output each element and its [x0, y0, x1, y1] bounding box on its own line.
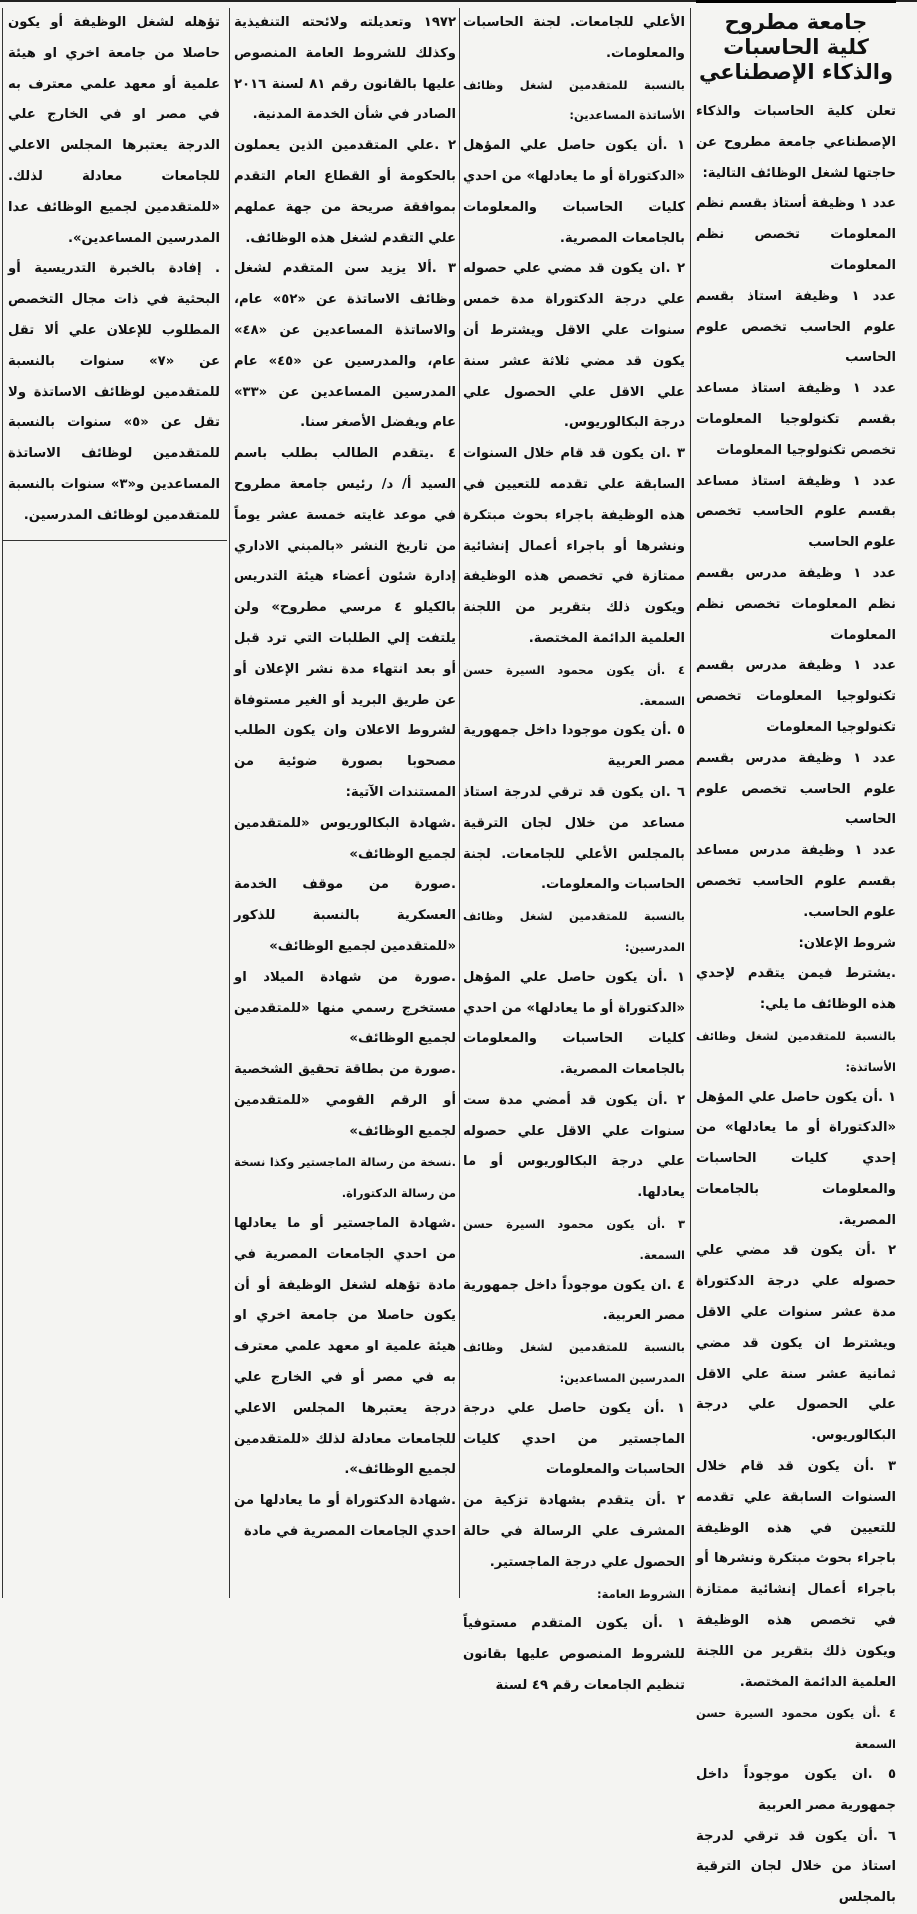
vacancy-item: عدد ١ وظيفة استاذ مساعد بقسم علوم الحاسب تخصص علوم الحاسب [696, 473, 896, 551]
document-item: . إفادة بالخبرة التدريسية أو البحثية في ذات مجال التخصص المطلوب للإعلان علي ألا تقل عن «٧» سنوات بالنسبة للمتقدمين لوظائف الاساتذة ولا تقل عن «٥» سنوات بالنسبة للمتقدمين لوظائف الاساتذة المساعدين و«٣» سنوات بالنسبة للمتقدمين لوظائف المدرسين. [8, 261, 220, 523]
vacancy-item: عدد ١ وظيفة استاذ بقسم علوم الحاسب تخصص علوم الحاسب [696, 288, 896, 366]
condition-item: ٣ .أن يكون محمود السيرة حسن السمعة. [463, 1217, 685, 1262]
document-item: .صورة من بطاقة تحقيق الشخصية أو الرقم القومي «للمتقدمين لجميع الوظائف» [234, 1062, 456, 1139]
subsection-heading: بالنسبة للمتقدمين لشغل وظائف المدرسين: [463, 909, 685, 954]
ad-column-2 [463, 8, 685, 1694]
headline-line: كلية الحاسبات [723, 35, 869, 59]
subsection-heading: بالنسبة للمتقدمين لشغل وظائف المدرسين المساعدين: [463, 1340, 685, 1386]
condition-item: ٣ .ان يكون قد قام خلال السنوات السابقة علي تقدمه للتعيين في هذه الوظيفة باجراء بحوث مبتكرة ونشرها أو باجراء أعمال إنشائية ممتازة في تخصص هذه الوظيفة ويكون ذلك بتقرير من اللجنة العلمية الدائمة المختصة. [463, 446, 685, 646]
paragraph: الأعلي للجامعات. لجنة الحاسبات والمعلومات. [463, 15, 685, 61]
condition-item: ٢ .أن يكون قد مضي علي حصوله علي درجة الدكتوراة مدة عشر سنوات علي الاقل ويشترط ان يكون قد مضي ثمانية عشر سنة علي الاقل علي الحصول علي درجة البكالوريوس. [696, 1243, 896, 1444]
section-heading: شروط الإعلان: [798, 935, 896, 951]
headline-line: جامعة مطروح [724, 10, 868, 34]
condition-item: ٤ .ان يكون موجوداً داخل جمهورية مصر العربية. [463, 1277, 685, 1324]
column-divider [229, 8, 230, 1598]
condition-item: ٦ .ان يكون قد ترقي لدرجة استاذ مساعد من خلال لجان الترقية بالمجلس الأعلي للجامعات. لجنة الحاسبات والمعلومات. [463, 784, 685, 893]
vacancy-item: عدد ١ وظيفة مدرس مساعد بقسم علوم الحاسب تخصص علوم الحاسب. [696, 843, 896, 920]
vacancy-item: عدد ١ وظيفة مدرس بقسم نظم المعلومات تخصص نظم المعلومات [696, 565, 896, 643]
condition-item: ٢ .علي المتقدمين الذين يعملون بالحكومة أو القطاع العام التقدم بموافقة صريحة من جهة عملهم علي التقدم لشغل هذه الوظائف. [234, 138, 456, 246]
vacancy-item: عدد ١ وظيفة استاذ مساعد بقسم تكنولوجيا المعلومات تخصص تكنولوجيا المعلومات [696, 381, 896, 458]
condition-item: ٤ .أن يكون محمود السيرة حسن السمعة [696, 1706, 896, 1752]
vacancy-item: عدد ١ وظيفة أستاذ بقسم نظم المعلومات تخصص نظم المعلومات [696, 196, 896, 273]
condition-item: ٢ .ان يكون قد مضي علي حصوله علي درجة الدكتوراة مدة خمس سنوات علي الاقل ويشترط أن يكون قد مضي ثلاثة عشر سنة علي الاقل علي الحصول علي درجة البكالوريوس. [463, 261, 685, 431]
document-item: تؤهله لشغل الوظيفة أو يكون حاصلا من جامعة اخري او هيئة علمية أو معهد علمي معترف به في مصر او في الخارج علي الدرجة يعتبرها المجلس الاعلي للجامعات معادلة لذلك. «للمتقدمين لجميع الوظائف عدا المدرسين المساعدين». [8, 15, 220, 246]
document-item: .نسخة من رسالة الماجستير وكذا نسخة من رسالة الدكتوراة. [234, 1155, 456, 1201]
vacancy-item: عدد ١ وظيفة مدرس بقسم علوم الحاسب تخصص علوم الحاسب [696, 750, 896, 828]
section-heading: الشروط العامة: [597, 1586, 685, 1601]
ad-column-4 [8, 8, 220, 1596]
document-item: .شهادة البكالوريوس «للمتقدمين لجميع الوظائف» [234, 815, 456, 862]
column-divider [2, 8, 3, 1598]
vacancy-item: عدد ١ وظيفة مدرس بقسم تكنولوجيا المعلومات تخصص تكنولوجيا المعلومات [696, 658, 896, 735]
condition-item: ١ .أن يكون المتقدم مستوفياً للشروط المنصوص عليها بقانون تنظيم الجامعات رقم ٤٩ لسنة [463, 1616, 685, 1694]
condition-item: ١ .أن يكون حاصل علي المؤهل «الدكتوراة أو ما يعادلها» من احدي كليات الحاسبات والمعلومات بالجامعات المصرية. [463, 138, 685, 246]
subsection-heading: بالنسبة للمتقدمين لشغل وظائف الأساتذة المساعدين: [463, 77, 685, 123]
paragraph: تعلن كلية الحاسبات والذكاء الإصطناعي جامعة مطروح عن حاجتها لشغل الوظائف التالية: [696, 104, 896, 181]
condition-item: ١ .أن يكون حاصل علي المؤهل «الدكتوراة أو ما يعادلها» من احدي كليات الحاسبات والمعلومات بالجامعات المصرية. [463, 969, 685, 1078]
document-item: .شهادة الماجستير أو ما يعادلها من احدي الجامعات المصرية في مادة تؤهله لشغل الوظيفة أو أن يكون حاصلا من جامعة اخري او هيئة علمية او معهد علمي معترف به في مصر أو في الخارج علي درجة يعتبرها المجلس الاعلي للجامعات معادلة لذلك «للمتقدمين لجميع الوظائف». [234, 1216, 456, 1478]
condition-item: ٤ .يتقدم الطالب بطلب باسم السيد أ/ د/ رئيس جامعة مطروح في موعد غايته خمسة عشر يوماً من تاريخ النشر «بالمبني الاداري إدارة شئون أعضاء هيئة التدريس بالكيلو ٤ مرسي مطروح» ولن يلتفت إلي الطلبات التي ترد قبل أو بعد انتهاء مدة نشر الإعلان أو عن طريق البريد أو الغير مستوفاة لشروط الاعلان وان يكون الطلب مصحوبا بصورة ضوئية من المستندات الآتية: [234, 446, 456, 800]
headline-line: والذكاء الإصطناعي [698, 60, 894, 84]
document-item: .صورة من شهادة الميلاد او مستخرج رسمي منها «للمتقدمين لجميع الوظائف» [234, 969, 456, 1047]
condition-item: ٦ .أن يكون قد ترقي لدرجة استاذ من خلال لجان الترقية بالمجلس [696, 1828, 896, 1906]
document-item: .صورة من موقف الخدمة العسكرية بالنسبة للذكور «للمتقدمين لجميع الوظائف» [234, 877, 456, 954]
ad-column-3 [234, 8, 456, 1596]
condition-item: ٢ .أن يتقدم بشهادة تزكية من المشرف علي الرسالة في حالة الحصول علي درجة الماجستير. [463, 1493, 685, 1570]
condition-item: ٤ .أن يكون محمود السيرة حسن السمعة. [463, 662, 685, 708]
condition-item: ٥ .ان يكون موجوداً داخل جمهورية مصر العربية [696, 1767, 896, 1813]
condition-item: ١ .أن يكون حاصل علي المؤهل «الدكتوراة أو ما يعادلها» من إحدي كليات الحاسبات والمعلومات بالجامعات المصرية. [696, 1089, 896, 1228]
condition-item: ١ .أن يكون حاصل علي درجة الماجستير من احدي كليات الحاسبات والمعلومات [463, 1400, 685, 1478]
paragraph: ١٩٧٢ وتعديلته ولائحته التنفيذية وكذلك للشروط العامة المنصوص عليها بالقانون رقم ٨١ لسنة ٢٠١٦ الصادر في شأن الخدمة المدنية. [234, 15, 456, 123]
condition-item: ٣ .ألا يزيد سن المتقدم لشغل وظائف الاساتذة عن «٥٢» عام، والاساتذة المساعدين عن «٤٨» عام، والمدرسين عن «٤٥» عام المدرسين المساعدين عن «٣٣» عام ويفضل الأصغر سنا. [234, 261, 456, 431]
condition-item: ٥ .أن يكون موجودا داخل جمهورية مصر العربية [463, 723, 685, 770]
subsection-heading: بالنسبة للمتقدمين لشغل وظائف الأساتذة: [696, 1028, 896, 1074]
column-divider [459, 8, 460, 1598]
ad-column-1 [696, 8, 896, 1906]
condition-item: ٢ .أن يكون قد أمضي مدة ست سنوات علي الاقل علي حصوله علي درجة البكالوريوس أو ما يعادلها. [463, 1092, 685, 1201]
condition-item: ٣ .أن يكون قد قام خلال السنوات السابقة علي تقدمه للتعيين في هذه الوظيفة باجراء بحوث مبتكرة ونشرها أو باجراء أعمال إنشائية ممتازة في تخصص هذه الوظيفة ويكون ذلك بتقرير من اللجنة العلمية الدائمة المختصة. [696, 1459, 896, 1690]
paragraph: .يشترط فيمن يتقدم لإحدي هذه الوظائف ما يلي: [696, 966, 896, 1013]
column-divider [690, 8, 691, 1598]
ad-headline [696, 10, 896, 85]
document-item: .شهادة الدكتوراة أو ما يعادلها من احدي الجامعات المصرية في مادة [234, 1493, 456, 1540]
